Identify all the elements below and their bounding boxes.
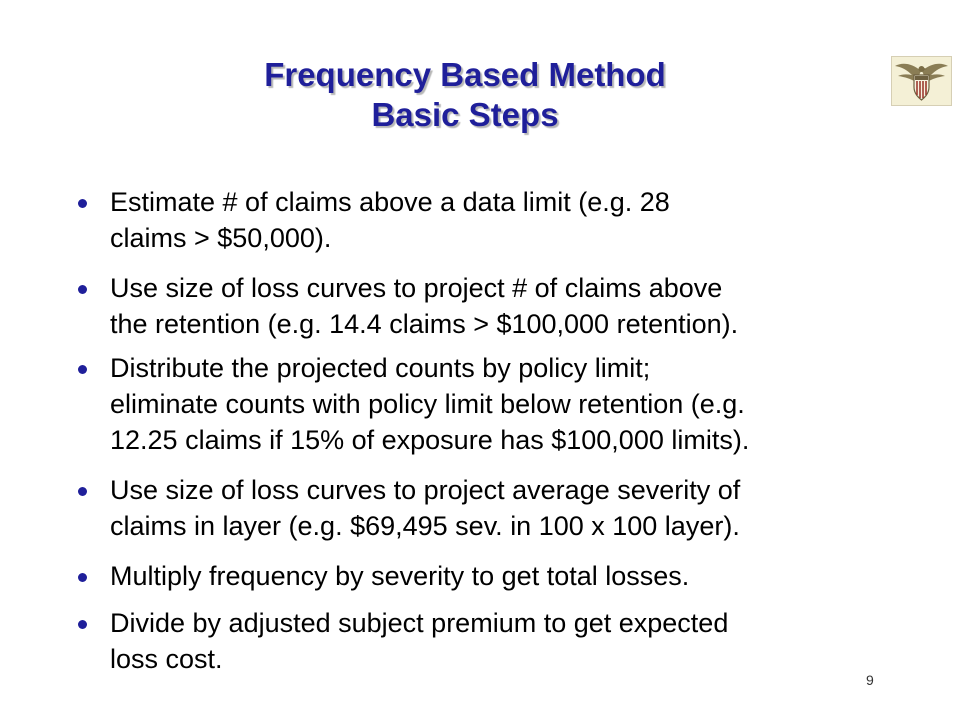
title-line-2: Basic Steps (371, 96, 559, 133)
bullet-text: Distribute the projected counts by policy limit; eliminate counts with policy limit below retention (e.g. 12.25 claims if 15% of exposure has $100,000 limits). (110, 353, 750, 455)
bullet-dot (78, 573, 87, 582)
bullet-text: Multiply frequency by severity to get total losses. (110, 561, 690, 591)
bullet-text: Estimate # of claims above a data limit (e.g. 28 claims > $50,000). (110, 187, 670, 253)
bullet-text: Divide by adjusted subject premium to get expected loss cost. (110, 608, 729, 674)
bullet-dot (78, 620, 87, 629)
page-number: 9 (866, 672, 874, 688)
bullet-dot (78, 365, 87, 374)
title-line-1: Frequency Based Method (264, 56, 666, 93)
bullet-text: Use size of loss curves to project # of claims above the retention (e.g. 14.4 claims > $100,000 retention). (110, 273, 739, 339)
bullet-dot (78, 199, 87, 208)
bullet-dot (78, 487, 87, 496)
bullet-dot (78, 285, 87, 294)
bullet-text: Use size of loss curves to project average severity of claims in layer (e.g. $69,495 sev. in 100 x 100 layer). (110, 475, 741, 541)
